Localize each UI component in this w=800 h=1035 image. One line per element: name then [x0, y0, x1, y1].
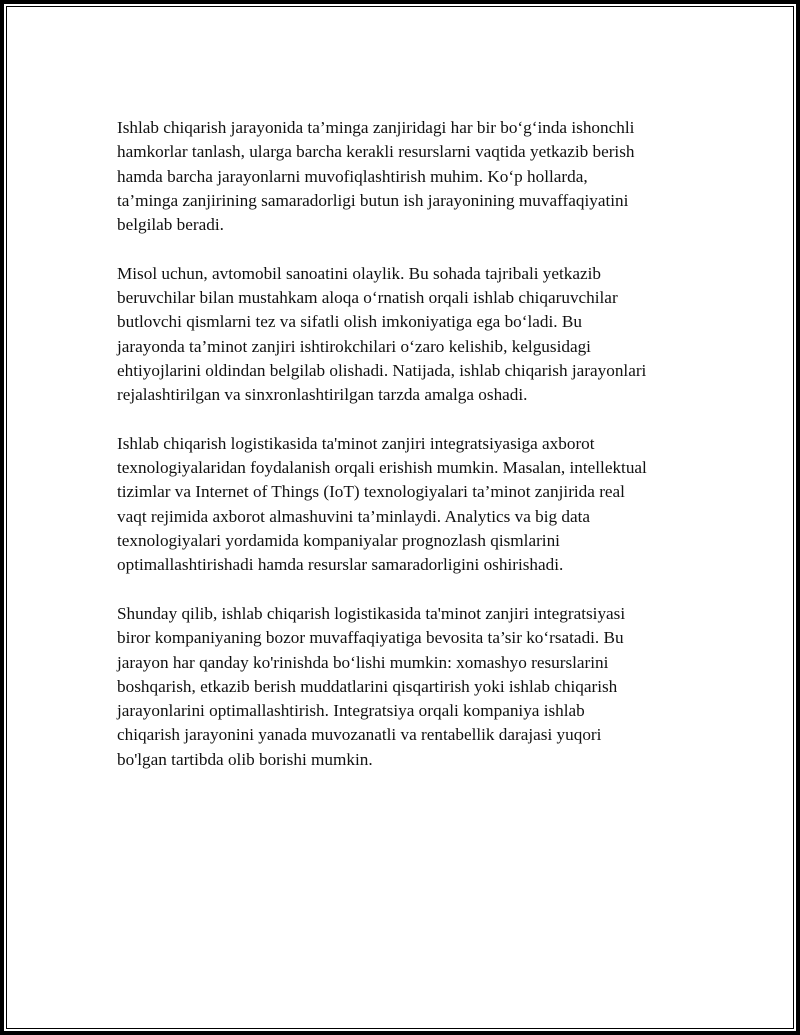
- document-body: [117, 116, 692, 796]
- text-line: boshqarish, etkazib berish muddatlarini qisqartirish yoki ishlab chiqarish: [117, 676, 618, 696]
- paragraph: [117, 602, 692, 772]
- text-line: ehtiyojlarini oldindan belgilab olishadi. Natijada, ishlab chiqarish jarayonlari: [117, 360, 647, 380]
- text-line: Ishlab chiqarish jarayonida ta’minga zanjiridagi har bir bo‘g‘inda ishonchli: [117, 118, 635, 137]
- paragraph: [117, 116, 692, 237]
- text-line: jarayonlarini optimallashtirish. Integratsiya orqali kompaniya ishlab: [117, 701, 585, 721]
- text-line: biror kompaniyaning bozor muvaffaqiyatiga bevosita ta’sir ko‘rsatadi. Bu: [117, 628, 624, 648]
- text-line: ta’minga zanjirining samaradorligi butun ish jarayonining muvaffaqiyatini: [117, 190, 629, 210]
- text-line: chiqarish jarayonini yanada muvozanatli va rentabellik darajasi yuqori: [117, 725, 602, 745]
- text-line: butlovchi qismlarni tez va sifatli olish imkoniyatiga ega bo‘ladi. Bu: [117, 312, 582, 332]
- paragraph: [117, 262, 692, 408]
- text-line: texnologiyalaridan foydalanish orqali erishish mumkin. Masalan, intellektual: [117, 458, 647, 478]
- text-line: hamkorlar tanlash, ularga barcha kerakli resurslarni vaqtida yetkazib berish: [117, 142, 635, 162]
- text-line: jarayon har qanday ko'rinishda bo‘lishi mumkin: xomashyo resurslarini: [117, 652, 609, 672]
- text-line: jarayonda ta’minot zanjiri ishtirokchilari o‘zaro kelishib, kelgusidagi: [117, 336, 591, 356]
- text-line: texnologiyalari yordamida kompaniyalar prognozlash qismlarini: [117, 531, 560, 551]
- text-line: Shunday qilib, ishlab chiqarish logistikasida ta'minot zanjiri integratsiyasi: [117, 603, 626, 623]
- paragraph: [117, 432, 692, 578]
- text-line: Misol uchun, avtomobil sanoatini olaylik. Bu sohada tajribali yetkazib: [117, 263, 602, 283]
- text-line: vaqt rejimida axborot almashuvini ta’minlaydi. Analytics va big data: [117, 506, 591, 526]
- text-line: hamda barcha jarayonlarni muvofiqlashtirish muhim. Ko‘p hollarda,: [117, 166, 588, 186]
- text-line: rejalashtirilgan va sinxronlashtirilgan tarzda amalga oshadi.: [117, 385, 528, 405]
- text-line: tizimlar va Internet of Things (IoT) texnologiyalari ta’minot zanjirida real: [117, 482, 625, 502]
- text-line: optimallashtirishadi hamda resurslar samaradorligini oshirishadi.: [117, 555, 564, 575]
- text-line: bo'lgan tartibda olib borishi mumkin.: [117, 749, 373, 769]
- text-line: belgilab beradi.: [117, 215, 224, 235]
- text-line: beruvchilar bilan mustahkam aloqa o‘rnatish orqali ishlab chiqaruvchilar: [117, 288, 618, 308]
- text-line: Ishlab chiqarish logistikasida ta'minot zanjiri integratsiyasiga axborot: [117, 433, 595, 453]
